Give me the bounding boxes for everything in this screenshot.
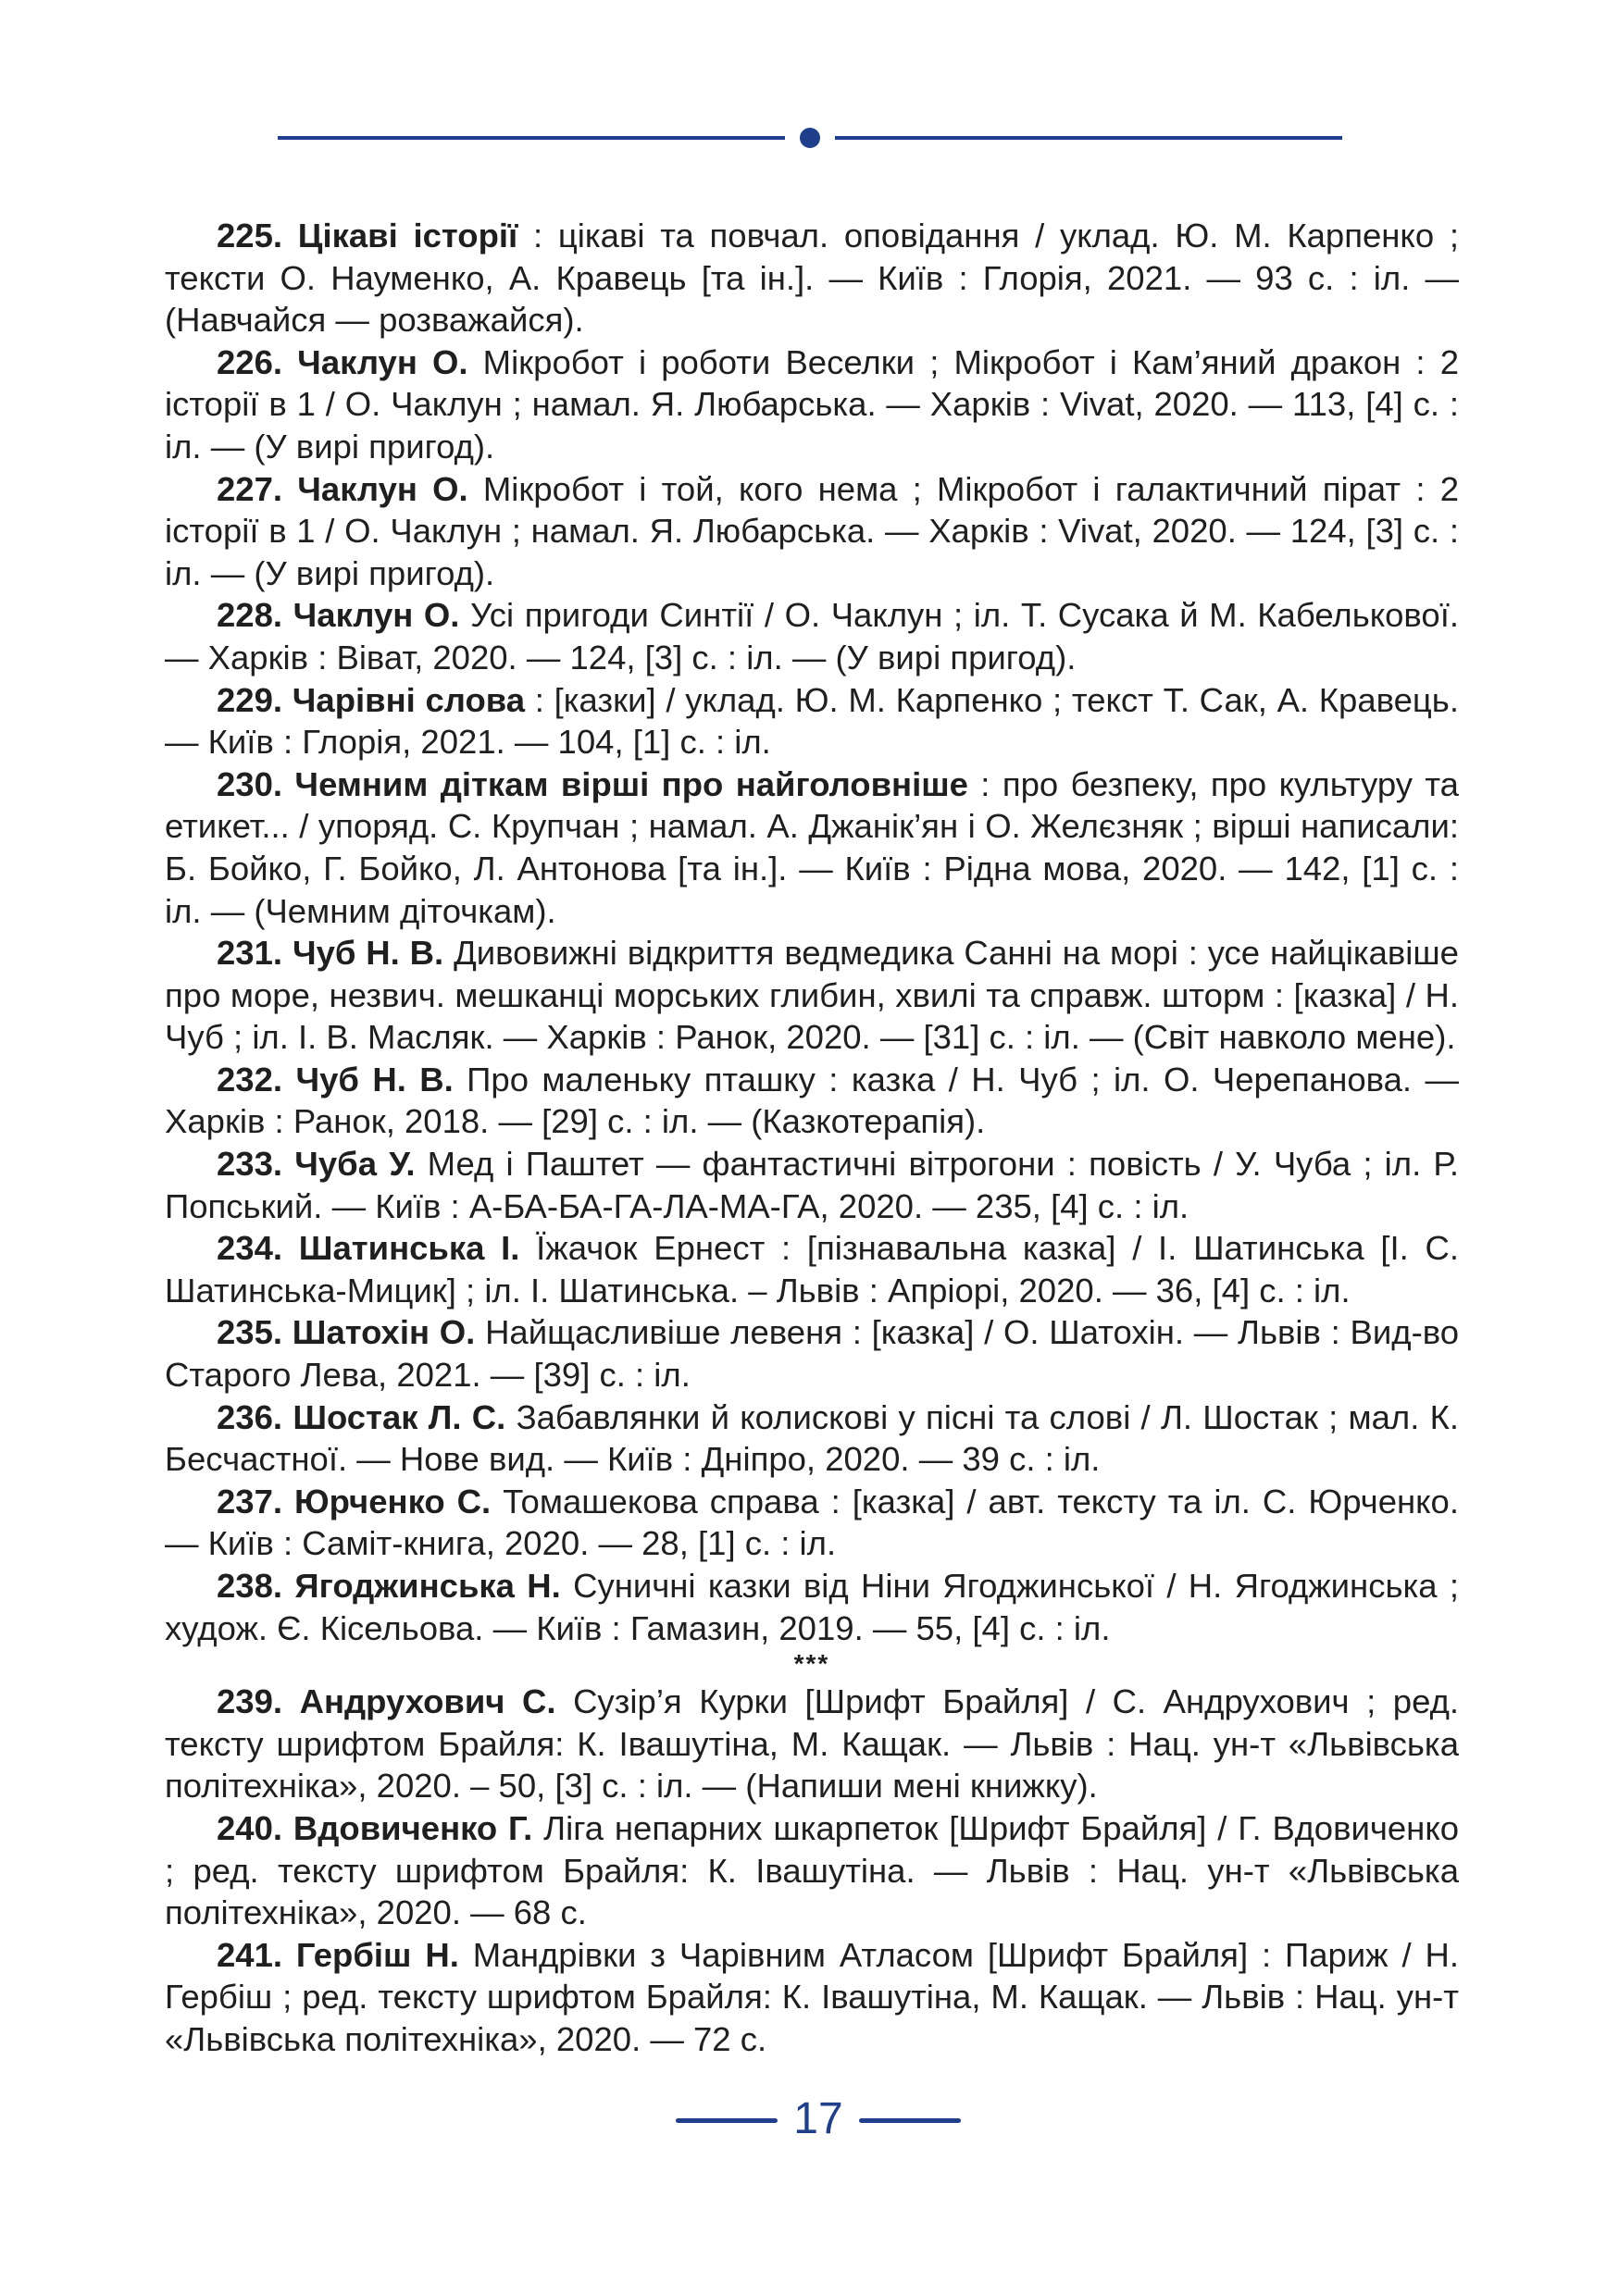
entry-description: Ліга непарних шкарпеток [Шрифт Брайля] / Г. Вдовиченко ; ред. тексту шрифтом Брайля: К. Івашутіна. — Львів : Нац. ун-т «Львівська політехніка», 2020. — 68 с. (165, 1808, 1459, 1932)
entry-number: 227. (217, 469, 283, 508)
entry-description: Мікробот і роботи Веселки ; Мікробот і Кам’яний дракон : 2 історії в 1 / О. Чаклун ; намал. Я. Любарська. — Харків : Vivat, 2020. — 113, [4] с. : іл. — (У вирі пригод). (165, 342, 1459, 465)
entry-heading: Шатинська І. (298, 1229, 520, 1268)
bibliography-entry (165, 594, 1459, 678)
top-rule-right-line (835, 136, 1342, 140)
bibliography-entry (165, 468, 1459, 595)
entry-number: 236. (217, 1397, 283, 1436)
entry-number: 233. (217, 1145, 283, 1184)
entry-heading: Шатохін О. (292, 1313, 476, 1352)
entry-heading: Гербіш Н. (295, 1935, 459, 1974)
entry-description: : про безпеку, про культуру та етикет... / упоряд. С. Крупчан ; намал. А. Джанік’ян і О. Желєзняк ; вірші написали: Б. Бойко, Г. Бойко, Л. Антонова [та ін.]. — Київ : Рідна мова, 2020. — 142, [1] с. : іл. — (Чемним діточкам). (165, 764, 1459, 930)
top-rule-dot (800, 128, 820, 148)
entry-heading: Цікаві історії (297, 217, 518, 254)
entry-number: 237. (217, 1482, 283, 1520)
entry-heading: Андрухович С. (299, 1682, 556, 1721)
entry-description: : [казки] / уклад. Ю. М. Карпенко ; текст Т. Сак, А. Кравець. — Київ : Глорія, 2021. — 104, [1] с. : іл. (165, 680, 1459, 762)
entry-description: Мандрівки з Чарівним Атласом [Шрифт Брайля] : Париж / Н. Гербіш ; ред. тексту шрифтом Брайля: К. Івашутіна, М. Кащак. — Львів : Нац. ун-т «Львівська політехніка», 2020. — 72 с. (165, 1935, 1459, 2058)
entry-number: 225. (217, 217, 283, 254)
entry-number: 239. (217, 1682, 283, 1721)
bibliography-entry (165, 1227, 1459, 1311)
bibliography-list (165, 215, 1459, 2061)
bibliography-entry (165, 1934, 1459, 2061)
bibliography-entry (165, 1396, 1459, 1481)
entry-description: Найщасливіше левеня : [казка] / О. Шатохін. — Львів : Вид-во Старого Лева, 2021. — [39] с. : іл. (165, 1313, 1460, 1395)
entry-heading: Чарівні слова (292, 680, 526, 719)
entry-description: Їжачок Ернест : [пізнавальна казка] / І. Шатинська [І. С. Шатинська-Мицик] ; іл. І. Шатинська. – Львів : Апріорі, 2020. — 36, [4] с. : іл. (165, 1229, 1459, 1309)
bibliography-entry (165, 1311, 1459, 1396)
bibliography-entry (165, 1681, 1459, 1807)
entry-description: Мед і Паштет — фантастичні вітрогони : повість / У. Чуба ; іл. Р. Попський. — Київ : А-БА-БА-ГА-ЛА-МА-ГА, 2020. — 235, [4] с. : іл. (165, 1145, 1459, 1225)
entry-heading: Чаклун О. (297, 469, 468, 508)
top-decorative-rule (278, 130, 1342, 145)
page-footer (0, 2090, 1619, 2145)
page-number: 17 (793, 2094, 843, 2143)
bibliography-entry (165, 1143, 1459, 1227)
entry-description: : цікаві та повчал. оповідання / уклад. Ю. М. Карпенко ; тексти О. Науменко, А. Кравець [та ін.]. — Київ : Глорія, 2021. — 93 с. : іл. — (Навчайся — розважайся). (165, 217, 1459, 340)
entry-number: 235. (217, 1313, 283, 1352)
section-separator: *** (793, 1649, 830, 1679)
entry-number: 232. (217, 1060, 283, 1098)
entry-heading: Юрченко С. (294, 1482, 492, 1520)
entry-heading: Шостак Л. С. (293, 1397, 506, 1436)
entry-heading: Чемним діткам вірші про найголовніше (294, 764, 968, 803)
bibliography-entry (165, 679, 1459, 763)
entry-description: Дивовижні відкриття ведмедика Санні на морі : усе найцікавіше про море, незвич. мешканці морських глибин, хвилі та справж. шторм : [казка] / Н. Чуб ; іл. І. В. Масляк. — Харків : Ранок, 2020. — [31] с. : іл. — (Світ навколо мене). (165, 934, 1459, 1057)
entry-number: 241. (217, 1935, 283, 1974)
entry-description: Усі пригоди Синтії / О. Чаклун ; іл. Т. Сусака й М. Кабелькової. — Харків : Віват, 2020. — 124, [3] с. : іл. — (У вирі пригод). (165, 596, 1459, 676)
bibliography-entry (165, 215, 1459, 341)
entry-number: 231. (217, 934, 283, 973)
entry-description: Суничні казки від Ніни Ягоджинської / Н. Ягоджинська ; худож. Є. Кісельова. — Київ : Гамазин, 2019. — 55, [4] с. : іл. (165, 1567, 1459, 1647)
bibliography-entry (165, 1807, 1459, 1934)
bibliography-entry (165, 932, 1459, 1059)
entry-number: 229. (217, 680, 283, 719)
entry-description: Сузір’я Курки [Шрифт Брайля] / С. Андрухович ; ред. тексту шрифтом Брайля: К. Івашутіна, М. Кащак. — Львів : Нац. ун-т «Львівська політехніка», 2020. – 50, [3] с. : іл. — (Напиши мені книжку). (165, 1682, 1460, 1806)
entry-description: Мікробот і той, кого нема ; Мікробот і галактичний пірат : 2 історії в 1 / О. Чаклун ; намал. Я. Любарська. — Харків : Vivat, 2020. — 124, [3] с. : іл. — (У вирі пригод). (165, 469, 1459, 592)
entry-description: Томашекова справа : [казка] / авт. тексту та іл. С. Юрченко. — Київ : Саміт-книга, 2020. — 28, [1] с. : іл. (165, 1482, 1459, 1563)
entry-number: 228. (217, 596, 283, 635)
entry-number: 238. (217, 1567, 283, 1605)
top-rule-left-line (278, 136, 785, 140)
bibliography-entry (165, 1565, 1459, 1649)
footer-right-rule (859, 2118, 961, 2123)
entry-heading: Чуб Н. В. (295, 1060, 454, 1098)
entry-heading: Чаклун О. (297, 342, 468, 381)
entry-number: 226. (217, 342, 283, 381)
entry-number: 230. (217, 764, 283, 803)
footer-left-rule (676, 2118, 778, 2123)
bibliography-entry (165, 1481, 1459, 1565)
entry-heading: Чаклун О. (293, 596, 460, 635)
bibliography-entry (165, 763, 1459, 932)
entry-description: Про маленьку пташку : казка / Н. Чуб ; іл. О. Черепанова. — Харків : Ранок, 2018. — [29] с. : іл. — (Казкотерапія). (165, 1060, 1459, 1141)
entry-heading: Чуб Н. В. (292, 934, 444, 973)
entry-description: Забавлянки й колискові у пісні та слові / Л. Шостак ; мал. К. Бесчастної. — Нове вид. — Київ : Дніпро, 2020. — 39 с. : іл. (165, 1397, 1459, 1479)
bibliography-entry (165, 341, 1459, 468)
entry-number: 234. (217, 1229, 283, 1268)
entry-heading: Чуба У. (294, 1145, 416, 1184)
bibliography-entry (165, 1059, 1459, 1143)
entry-number: 240. (217, 1808, 283, 1847)
entry-heading: Ягоджинська Н. (294, 1567, 561, 1605)
entry-heading: Вдовиченко Г. (293, 1808, 533, 1847)
